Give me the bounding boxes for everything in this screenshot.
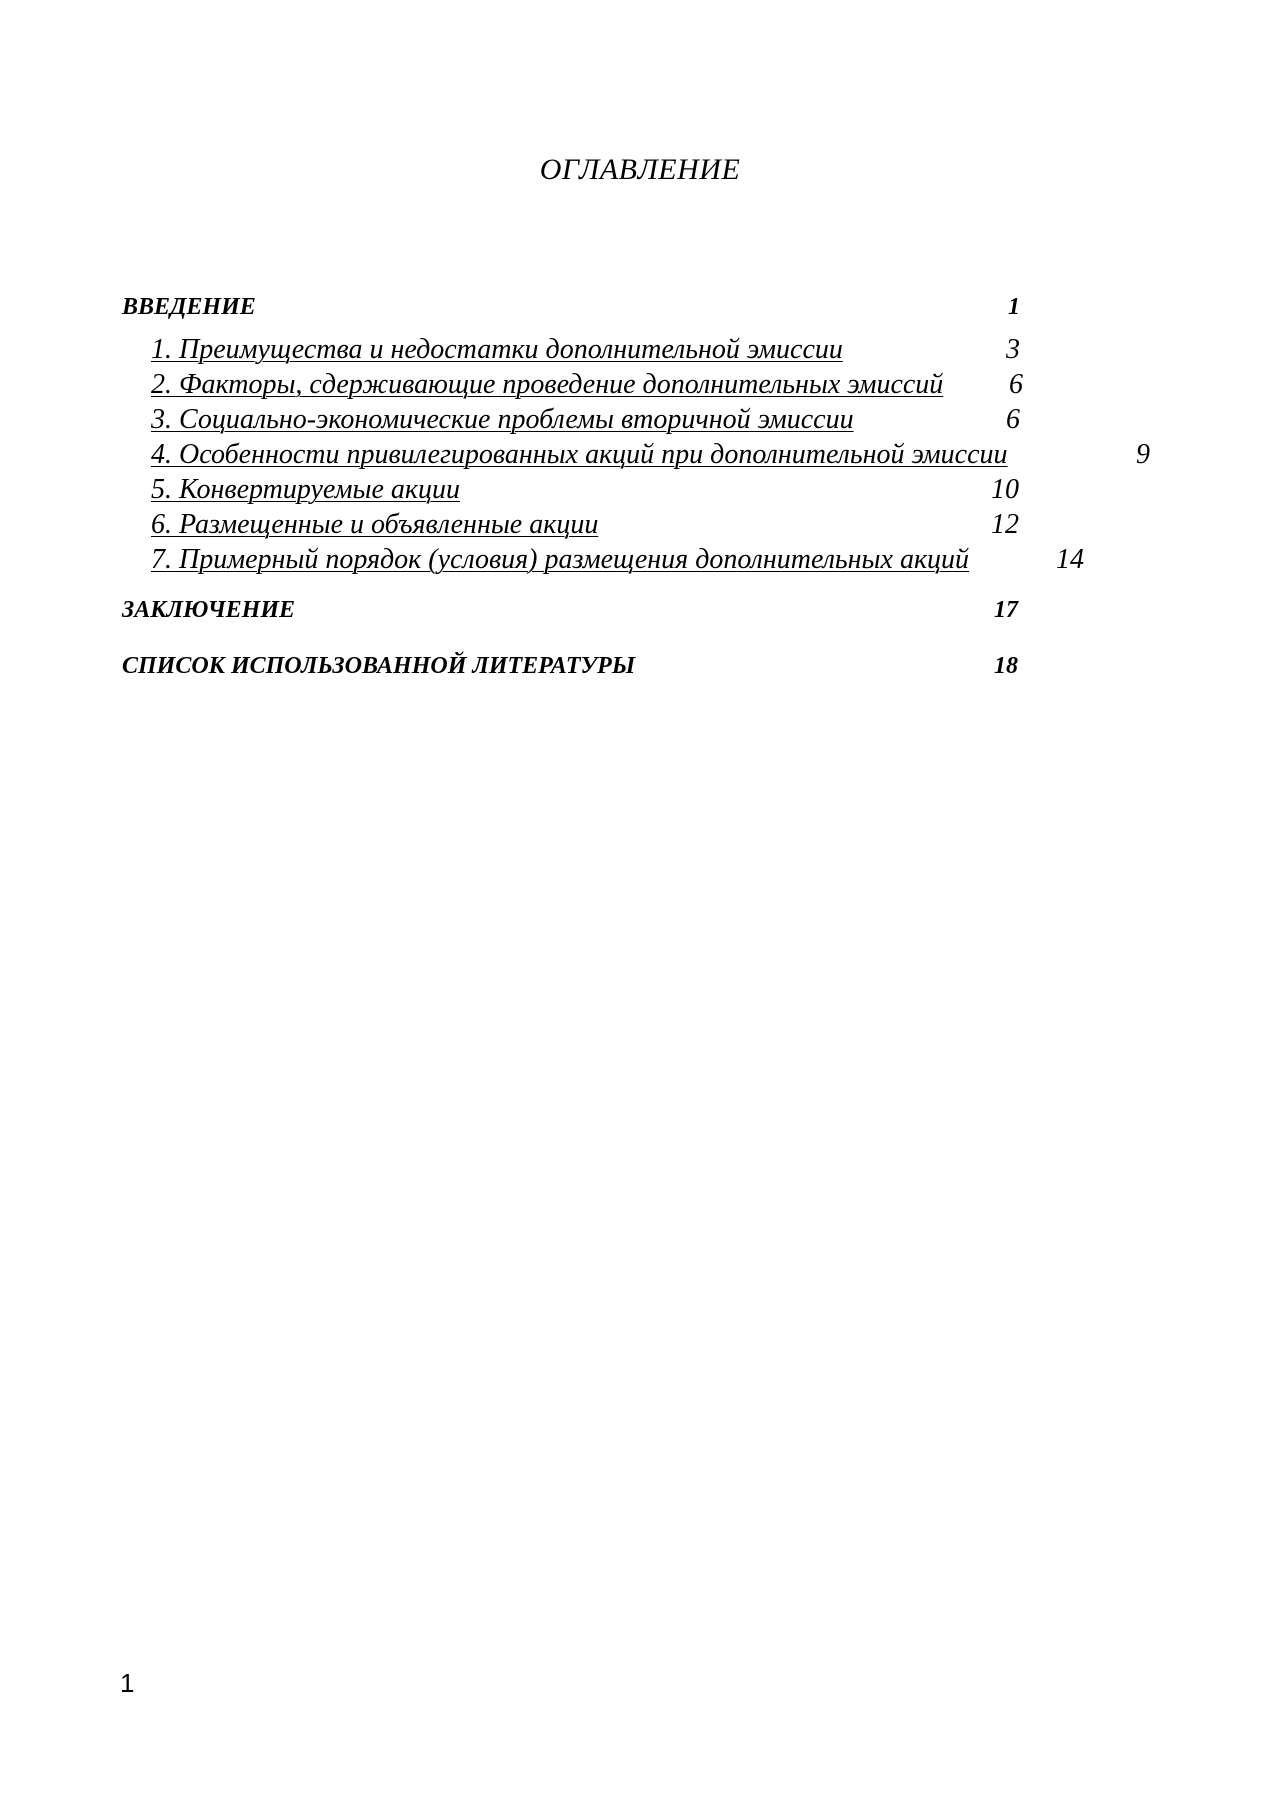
toc-entry-page-number: 18 bbox=[994, 653, 1018, 679]
footer-page-number: 1 bbox=[120, 1668, 135, 1698]
toc-entry-page-number: 17 bbox=[994, 597, 1018, 623]
toc-entry-link[interactable]: 4. Особенности привилегированных акций при дополнительной эмиссии bbox=[151, 439, 1008, 470]
toc-entry-page-number: 12 bbox=[991, 509, 1019, 540]
toc-entry-page-number: 6 bbox=[1009, 369, 1023, 400]
toc-entry-page-number: 6 bbox=[1006, 404, 1020, 435]
toc-entry-page-number: 10 bbox=[991, 474, 1019, 505]
toc-entry-link[interactable]: 7. Примерный порядок (условия) размещения дополнительных акций bbox=[151, 544, 970, 575]
toc-entry-link[interactable]: 2. Факторы, сдерживающие проведение дополнительных эмиссий bbox=[151, 369, 944, 400]
toc-entry-page-number: 9 bbox=[1136, 439, 1150, 470]
toc-entry-link[interactable]: 6. Размещенные и объявленные акции bbox=[151, 509, 599, 540]
toc-entry-label: ВВЕДЕНИЕ bbox=[122, 294, 256, 320]
toc-title: ОГЛАВЛЕНИЕ bbox=[539, 153, 741, 186]
toc-entry-page-number: 3 bbox=[1006, 334, 1020, 365]
toc-entry-label: СПИСОК ИСПОЛЬЗОВАННОЙ ЛИТЕРАТУРЫ bbox=[122, 653, 636, 679]
toc-entry-link[interactable]: 5. Конвертируемые акции bbox=[151, 474, 460, 505]
toc-entry-label: ЗАКЛЮЧЕНИЕ bbox=[122, 597, 296, 623]
toc-entry-link[interactable]: 1. Преимущества и недостатки дополнительной эмиссии bbox=[151, 334, 843, 365]
toc-entry-page-number: 14 bbox=[1056, 544, 1084, 575]
toc-entry-page-number: 1 bbox=[1008, 294, 1020, 320]
toc-entry-link[interactable]: 3. Социально-экономические проблемы вторичной эмиссии bbox=[151, 404, 854, 435]
